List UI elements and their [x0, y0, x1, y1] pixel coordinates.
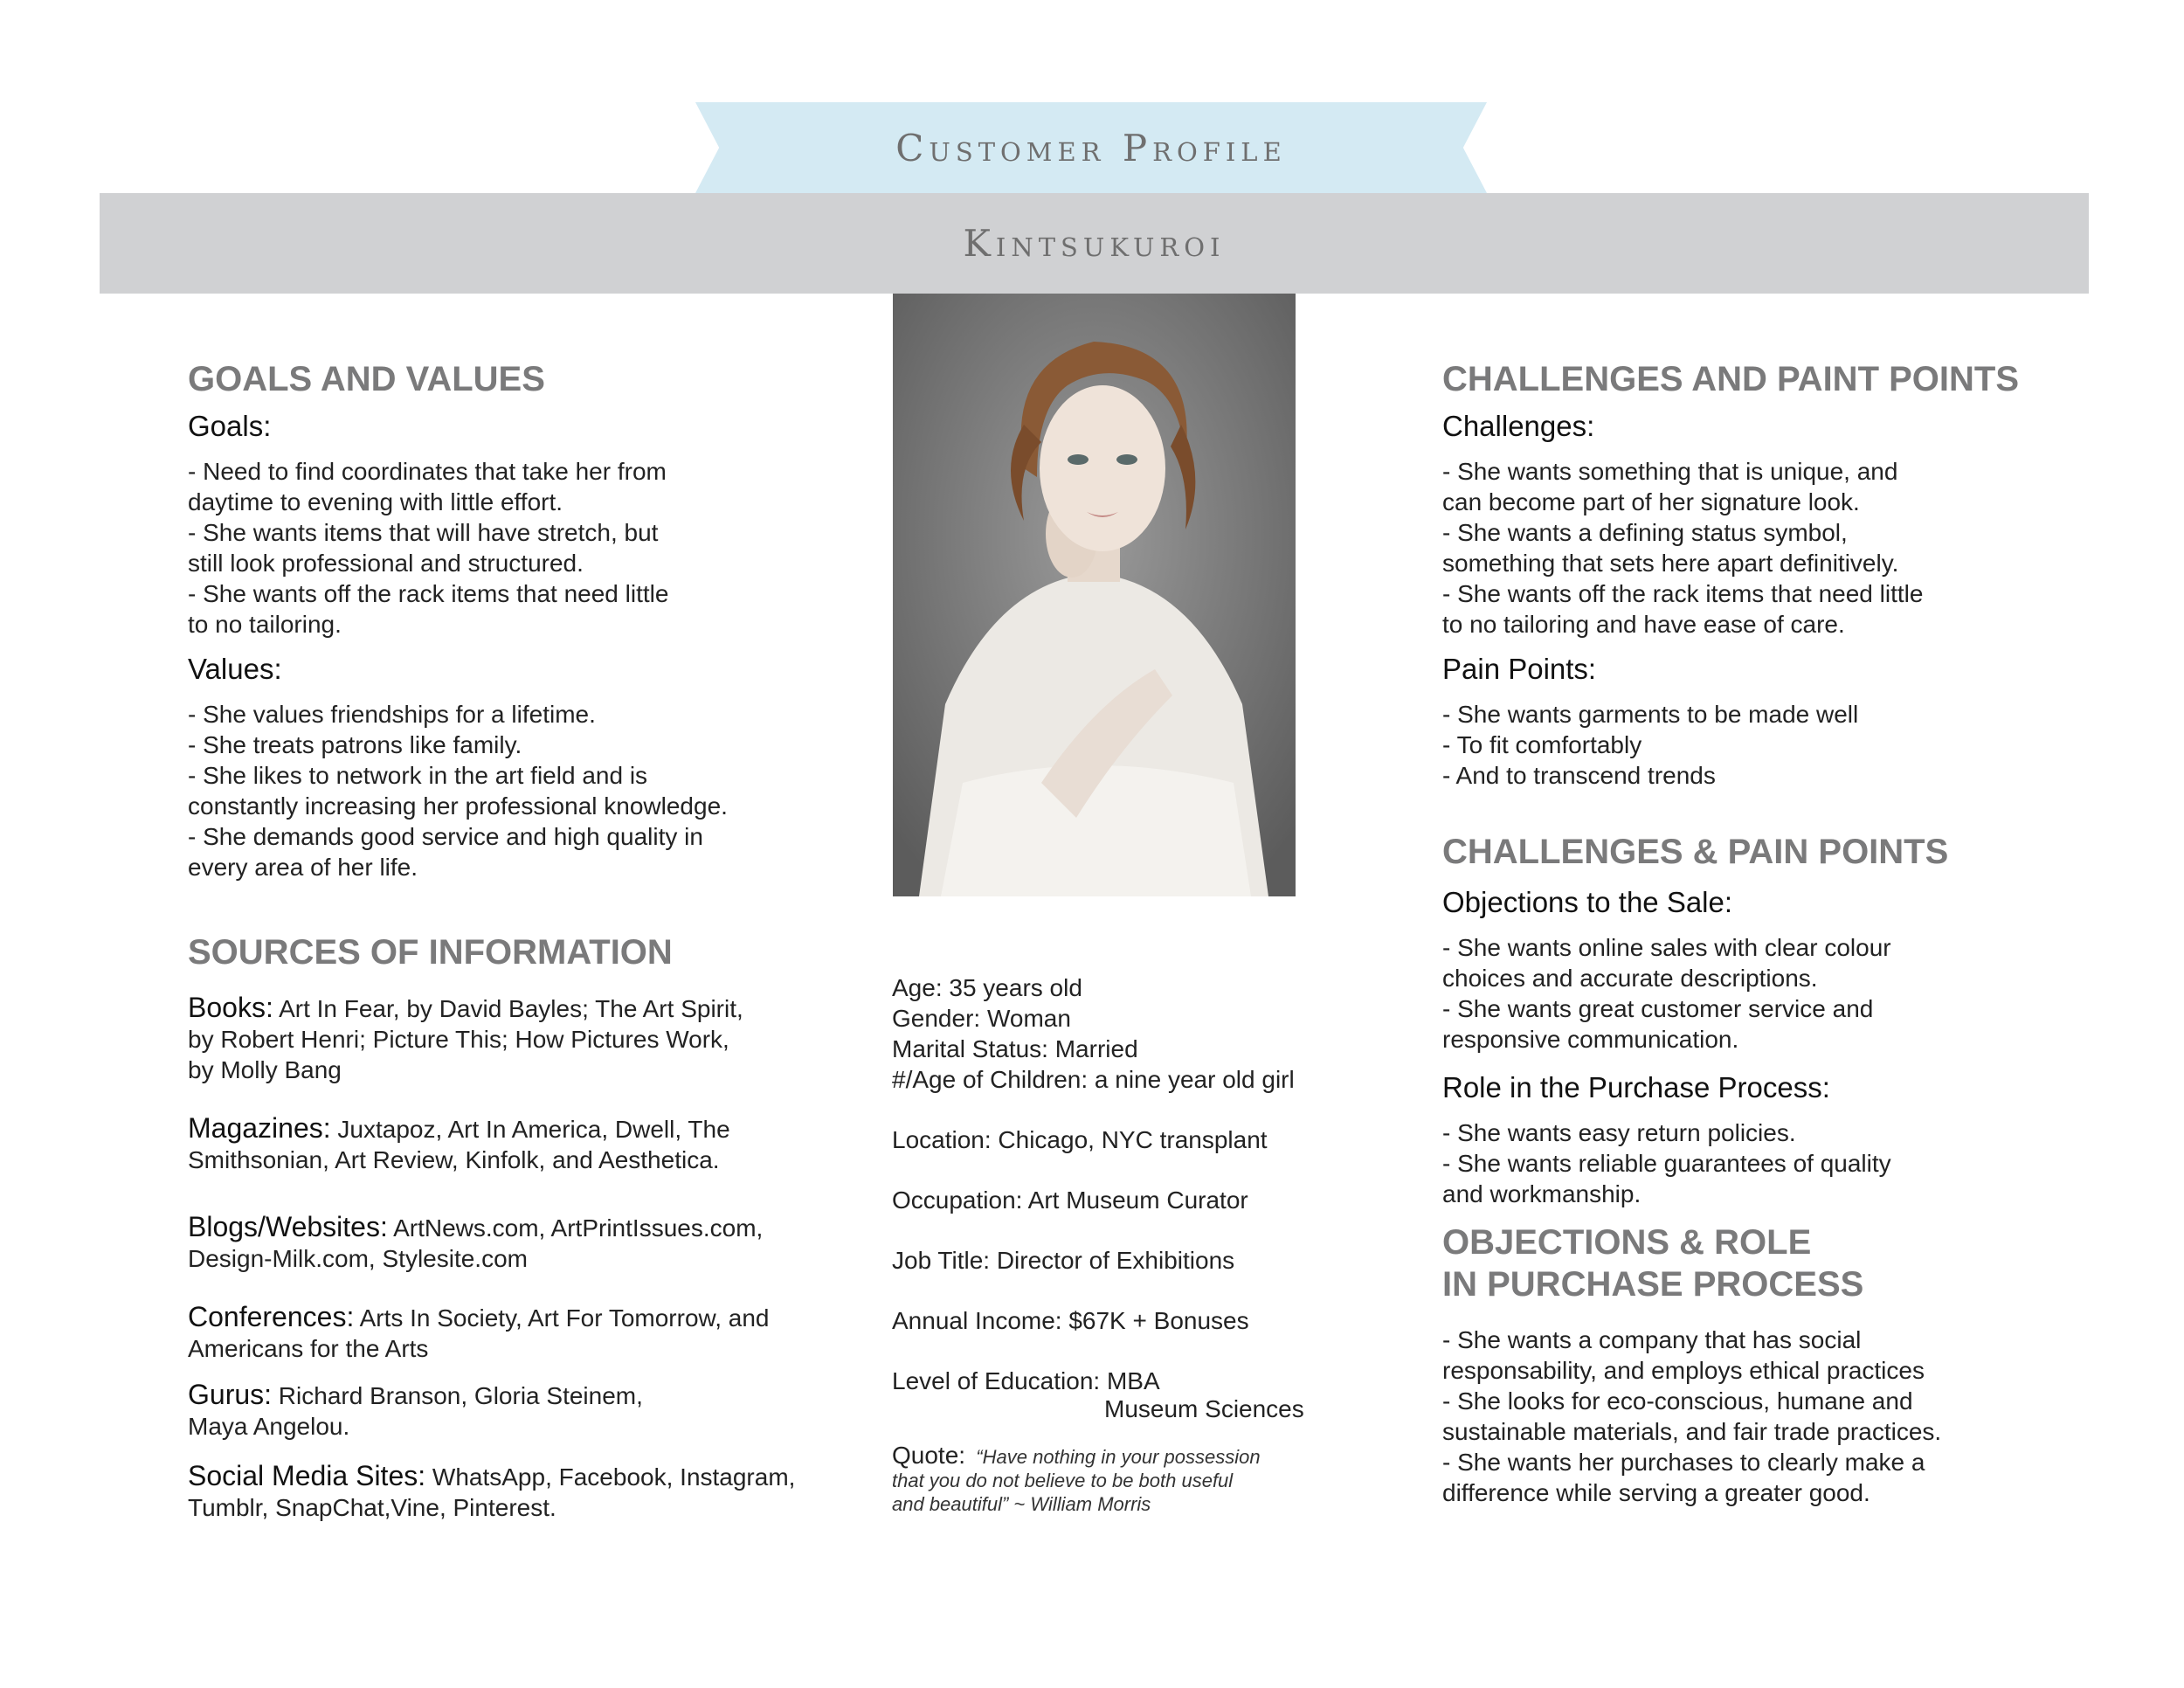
- brand-name: Kintsukuroi: [963, 222, 1226, 265]
- quote-block: Quote: “Have nothing in your possession that you do not believe to be both useful and beautiful” ~ William Morris: [892, 1442, 1261, 1515]
- portrait-photo: [893, 294, 1296, 896]
- goals-values-heading: GOALS AND VALUES: [188, 360, 545, 398]
- gender: Gender: Woman: [892, 1005, 1071, 1032]
- role-list: - She wants easy return policies. - She wants reliable guarantees of quality and workmanship.: [1442, 1119, 1891, 1207]
- right-column: [1442, 358, 2106, 1508]
- sources-heading: SOURCES OF INFORMATION: [188, 933, 673, 972]
- children: #/Age of Children: a nine year old girl: [892, 1066, 1295, 1093]
- books-entry: Books: Art In Fear, by David Bayles; The Art Spirit, by Robert Henri; Picture This; How Pictures Work, by Molly Bang: [188, 992, 743, 1083]
- objections-role-heading: OBJECTIONS & ROLE IN PURCHASE PROCESS: [1442, 1223, 1864, 1304]
- occupation: Occupation: Art Museum Curator: [892, 1186, 1248, 1214]
- goals-list: - Need to find coordinates that take her from daytime to evening with little effort. - She wants items that will have stretch, but still look professional and structured. - She wants off the rack items that need little to no tailoring.: [188, 458, 669, 638]
- social-media-entry: Social Media Sites: WhatsApp, Facebook, Instagram, Tumblr, SnapChat,Vine, Pinterest.: [188, 1460, 796, 1521]
- left-column: [188, 358, 852, 1523]
- conferences-entry: Conferences: Arts In Society, Art For Tomorrow, and Americans for the Arts: [188, 1301, 770, 1362]
- education: Level of Education: MBA: [892, 1367, 1160, 1394]
- objections-role-list: - She wants a company that has social responsability, and employs ethical practices - She looks for eco-conscious, humane and sustainable materials, and fair trade practices. - She wants her purchases to clearly make a difference while serving a greater good.: [1442, 1326, 1942, 1506]
- age: Age: 35 years old: [892, 974, 1082, 1001]
- gurus-entry: Gurus: Richard Branson, Gloria Steinem, Maya Angelou.: [188, 1379, 643, 1440]
- magazines-entry: Magazines: Juxtapoz, Art In America, Dwell, The Smithsonian, Art Review, Kinfolk, and Aesthetica.: [188, 1112, 730, 1173]
- pain-points-list: - She wants garments to be made well - To fit comfortably - And to transcend trends: [1442, 701, 1859, 789]
- education-detail: Museum Sciences: [1104, 1395, 1304, 1422]
- demographics-column: [892, 972, 1381, 1516]
- challenges-list: - She wants something that is unique, and can become part of her signature look. - She wants a defining status symbol, something that sets here apart definitively. - She wants off the rack items that need little to no tailoring and have ease of care.: [1442, 458, 1924, 638]
- objections-list: - She wants online sales with clear colour choices and accurate descriptions. - She wants great customer service and responsive communication.: [1442, 934, 1891, 1053]
- pain-points-label: Pain Points:: [1442, 653, 1597, 685]
- objections-label: Objections to the Sale:: [1442, 886, 1733, 918]
- page-title: Customer Profile: [895, 126, 1287, 169]
- challenges-heading: CHALLENGES AND PAINT POINTS: [1442, 360, 2020, 398]
- values-label: Values:: [188, 653, 282, 685]
- role-label: Role in the Purchase Process:: [1442, 1071, 1830, 1103]
- challenges-label: Challenges:: [1442, 410, 1595, 442]
- goals-label: Goals:: [188, 410, 272, 442]
- location: Location: Chicago, NYC transplant: [892, 1126, 1268, 1153]
- marital-status: Marital Status: Married: [892, 1035, 1138, 1062]
- challenges-pain-heading: CHALLENGES & PAIN POINTS: [1442, 833, 1949, 871]
- blogs-entry: Blogs/Websites: ArtNews.com, ArtPrintIssues.com, Design-Milk.com, Stylesite.com: [188, 1211, 764, 1272]
- annual-income: Annual Income: $67K + Bonuses: [892, 1307, 1249, 1334]
- values-list: - She values friendships for a lifetime. - She treats patrons like family. - She likes to network in the art field and is constantly increasing her professional knowledge. - She demands good service and high quality in every area of her life.: [188, 701, 728, 881]
- job-title: Job Title: Director of Exhibitions: [892, 1247, 1235, 1274]
